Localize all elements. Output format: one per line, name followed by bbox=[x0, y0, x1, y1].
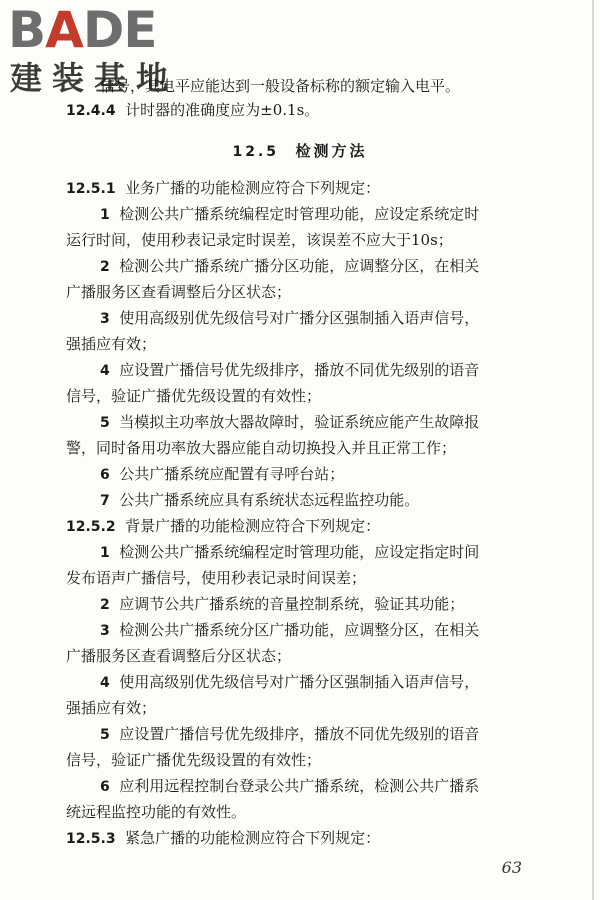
clause-text: 背景广播的功能检测应符合下列规定： bbox=[125, 517, 381, 535]
list-item-continuation: 发布语声广播信号，使用秒表记录时间误差； bbox=[66, 569, 367, 587]
list-item: 4 应设置广播信号优先级排序，播放不同优先级别的语音 bbox=[100, 361, 480, 379]
section-heading: 12.5 检测方法 bbox=[232, 142, 368, 160]
clause-text: 紧急广播的功能检测应符合下列规定： bbox=[125, 829, 381, 847]
list-item: 5 应设置广播信号优先级排序，播放不同优先级别的语音 bbox=[100, 725, 480, 743]
list-item-continuation: 广播服务区查看调整后分区状态； bbox=[66, 283, 292, 301]
list-item: 5 当模拟主功率放大器故障时，验证系统应能产生故障报 bbox=[100, 413, 480, 431]
list-item: 3 检测公共广播系统分区广播功能，应调整分区，在相关 bbox=[100, 621, 480, 639]
list-item-continuation: 警，同时备用功率放大器应能自动切换投入并且正常工作； bbox=[66, 439, 457, 457]
list-item: 4 使用高级别优先级信号对广播分区强制插入语声信号， bbox=[100, 673, 480, 691]
list-item-continuation: 广播服务区查看调整后分区状态； bbox=[66, 647, 292, 665]
list-item: 7 公共广播系统应具有系统状态远程监控功能。 bbox=[100, 491, 420, 509]
clause-12-5-1 bbox=[66, 178, 380, 199]
list-item-continuation: 统远程监控功能的有效性。 bbox=[66, 803, 247, 821]
list-item-continuation: 信号，验证广播优先级设置的有效性； bbox=[66, 387, 322, 405]
logo-chinese-text: 建装基地 bbox=[10, 59, 179, 97]
list-item: 2 应调节公共广播系统的音量控制系统，验证其功能； bbox=[100, 595, 465, 613]
clause-12-5-2 bbox=[66, 516, 380, 537]
list-item-continuation: 运行时间，使用秒表记录定时误差，该误差不应大于10s； bbox=[66, 231, 453, 249]
list-item: 2 检测公共广播系统广播分区功能，应调整分区，在相关 bbox=[100, 257, 480, 275]
clause-number: 12.5.1 bbox=[66, 181, 116, 197]
list-item: 1 检测公共广播系统编程定时管理功能，应设定系统定时 bbox=[100, 205, 480, 223]
list-item-continuation: 强插应有效； bbox=[66, 699, 157, 717]
list-item: 1 检测公共广播系统编程定时管理功能，应设定指定时间 bbox=[100, 543, 480, 561]
clause-text: 计时器的准确度应为±0.1s。 bbox=[125, 101, 320, 119]
list-item: 6 公共广播系统应配置有寻呼台站； bbox=[100, 465, 345, 483]
page-edge-shadow bbox=[592, 0, 594, 900]
paragraph-line: 信号，其电平应能达到一般设备标称的额定输入电平。 bbox=[100, 77, 461, 95]
clause-number: 12.4.4 bbox=[66, 103, 116, 119]
list-item-continuation: 信号，验证广播优先级设置的有效性； bbox=[66, 751, 322, 769]
clause-12-5-3 bbox=[66, 828, 380, 849]
list-item: 3 使用高级别优先级信号对广播分区强制插入语声信号， bbox=[100, 309, 480, 327]
page-number: 63 bbox=[501, 858, 522, 877]
clause-12-4-4 bbox=[66, 100, 319, 121]
list-item: 6 应利用远程控制台登录公共广播系统，检测公共广播系 bbox=[100, 777, 480, 795]
logo-wordmark: BADE bbox=[8, 1, 157, 59]
clause-text: 业务广播的功能检测应符合下列规定： bbox=[125, 179, 381, 197]
clause-number: 12.5.2 bbox=[66, 519, 116, 535]
clause-number: 12.5.3 bbox=[66, 831, 116, 847]
list-item-continuation: 强插应有效； bbox=[66, 335, 157, 353]
